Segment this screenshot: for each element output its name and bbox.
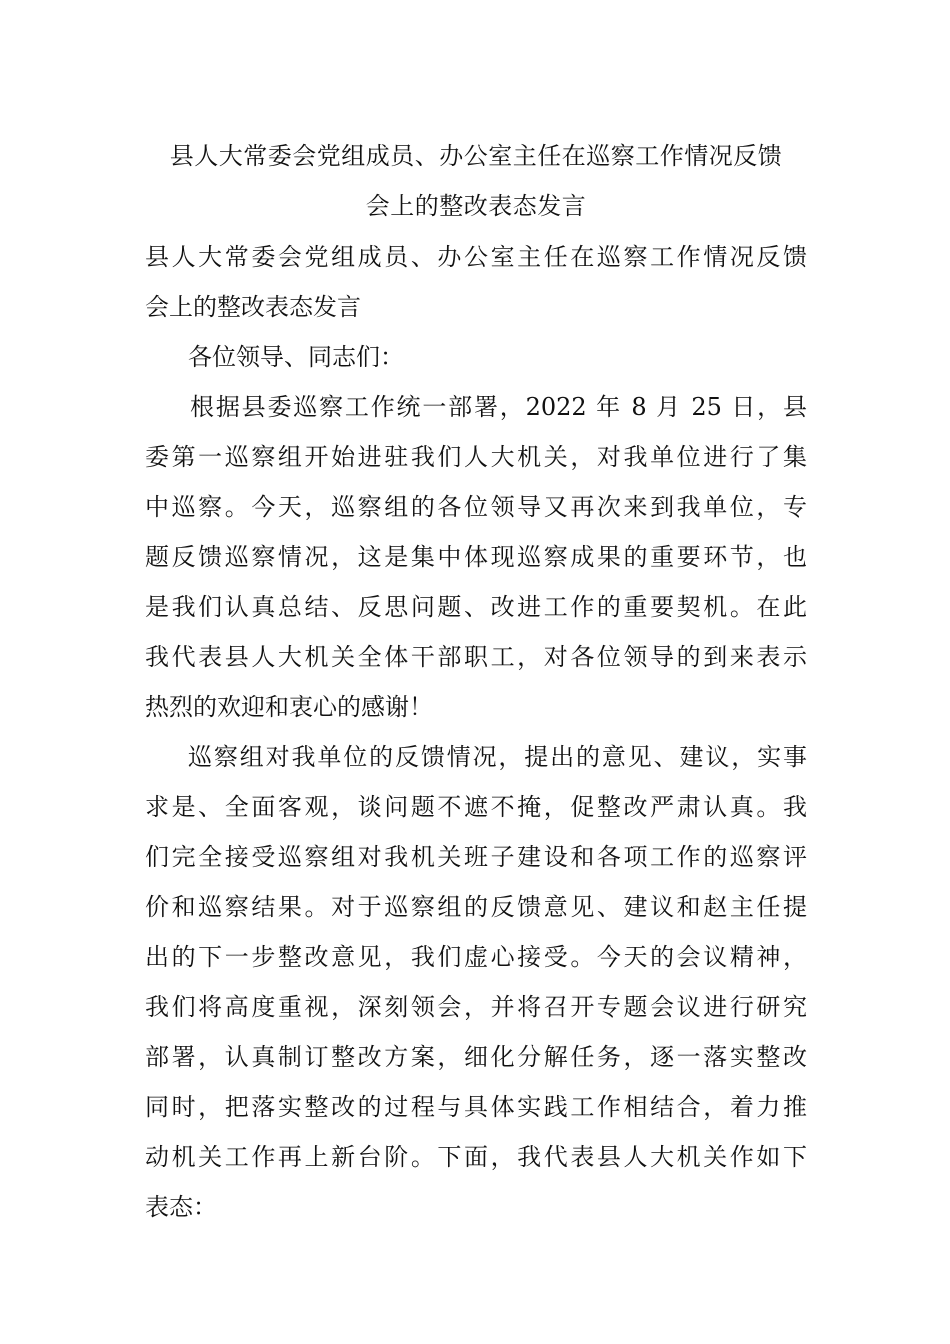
paragraph-1-line: 根据县委巡察工作统一部署，2022 年 8 月 25 日，县 (190, 393, 807, 421)
paragraph-1-line: 题反馈巡察情况，这是集中体现巡察成果的重要环节，也 (145, 543, 807, 571)
paragraph-2-line: 价和巡察结果。对于巡察组的反馈意见、建议和赵主任提 (145, 893, 807, 921)
paragraph-2-line: 出的下一步整改意见，我们虚心接受。今天的会议精神， (145, 943, 807, 971)
heading-repeat-line: 县人大常委会党组成员、办公室主任在巡察工作情况反馈 (145, 243, 807, 271)
salutation: 各位领导、同志们： (188, 343, 404, 371)
title-line: 会上的整改表态发言 (365, 192, 587, 220)
paragraph-2-line: 表态： (145, 1193, 217, 1221)
paragraph-2-line: 巡察组对我单位的反馈情况，提出的意见、建议，实事 (188, 743, 807, 771)
document-title (145, 131, 807, 231)
paragraph-2-line: 同时，把落实整改的过程与具体实践工作相结合，着力推 (145, 1093, 807, 1121)
paragraph-1-line: 我代表县人大机关全体干部职工，对各位领导的到来表示 (145, 643, 807, 671)
paragraph-2-line: 动机关工作再上新台阶。下面，我代表县人大机关作如下 (145, 1143, 807, 1171)
paragraph-1-line: 是我们认真总结、反思问题、改进工作的重要契机。在此 (145, 593, 807, 621)
paragraph-1-line: 委第一巡察组开始进驻我们人大机关，对我单位进行了集 (145, 443, 807, 471)
paragraph-1-line: 中巡察。今天，巡察组的各位领导又再次来到我单位，专 (145, 493, 807, 521)
heading-repeat-line: 会上的整改表态发言 (145, 293, 361, 321)
paragraph-1-line: 热烈的欢迎和衷心的感谢！ (145, 693, 433, 721)
paragraph-2-line: 求是、全面客观，谈问题不遮不掩，促整改严肃认真。我 (145, 793, 807, 821)
document-body (145, 232, 807, 1232)
paragraph-2-line: 们完全接受巡察组对我机关班子建设和各项工作的巡察评 (145, 843, 807, 871)
title-line: 县人大常委会党组成员、办公室主任在巡察工作情况反馈 (169, 142, 783, 170)
paragraph-2-line: 我们将高度重视，深刻领会，并将召开专题会议进行研究 (145, 993, 807, 1021)
paragraph-2-line: 部署，认真制订整改方案，细化分解任务，逐一落实整改 (145, 1043, 807, 1071)
